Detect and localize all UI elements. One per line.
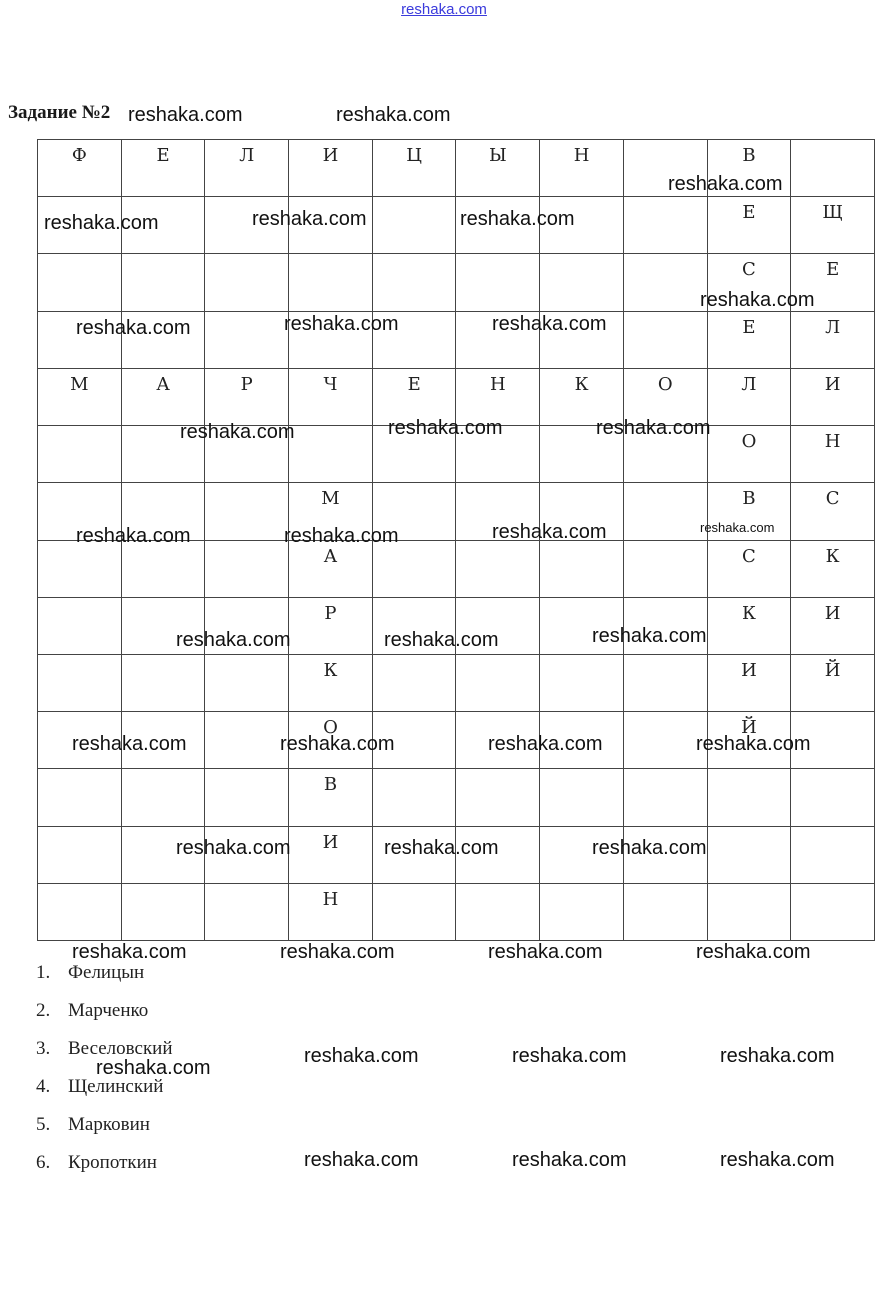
- crossword-cell: М: [38, 369, 122, 426]
- watermark: reshaka.com: [492, 313, 607, 335]
- watermark: reshaka.com: [488, 941, 603, 963]
- site-link[interactable]: reshaka.com: [401, 1, 487, 18]
- watermark: reshaka.com: [304, 1149, 419, 1171]
- watermark: reshaka.com: [280, 941, 395, 963]
- crossword-cell: А: [122, 369, 206, 426]
- crossword-cell: Н: [456, 369, 540, 426]
- watermark: reshaka.com: [720, 1149, 835, 1171]
- watermark: reshaka.com: [596, 417, 711, 439]
- crossword-cell: О: [624, 369, 708, 426]
- crossword-cell: [456, 769, 540, 826]
- crossword-cell: О: [289, 712, 373, 769]
- crossword-cell: Л: [791, 312, 875, 369]
- crossword-cell: [38, 884, 122, 941]
- watermark: reshaka.com: [176, 629, 291, 651]
- crossword-cell: [540, 254, 624, 311]
- answer-number: 4.: [36, 1076, 51, 1097]
- crossword-cell: [122, 884, 206, 941]
- crossword-cell: [205, 483, 289, 540]
- crossword-cell: [122, 655, 206, 712]
- crossword-cell: [205, 541, 289, 598]
- crossword-cell: Н: [289, 884, 373, 941]
- answer-text: Фелицын: [68, 962, 145, 983]
- crossword-cell: [122, 541, 206, 598]
- watermark: reshaka.com: [176, 837, 291, 859]
- watermark: reshaka.com: [384, 629, 499, 651]
- crossword-cell: И: [289, 827, 373, 884]
- answer-number: 5.: [36, 1114, 51, 1135]
- crossword-cell: [373, 769, 457, 826]
- watermark: reshaka.com: [304, 1045, 419, 1067]
- crossword-cell: [540, 655, 624, 712]
- crossword-cell: [624, 197, 708, 254]
- crossword-cell: [373, 884, 457, 941]
- crossword-cell: Н: [540, 140, 624, 197]
- crossword-cell: [205, 655, 289, 712]
- crossword-cell: Ц: [373, 140, 457, 197]
- answer-item: [36, 1152, 173, 1190]
- crossword-cell: [38, 655, 122, 712]
- crossword-cell: Ф: [38, 140, 122, 197]
- crossword-cell: [373, 197, 457, 254]
- watermark: reshaka.com: [76, 525, 191, 547]
- crossword-cell: Е: [708, 197, 792, 254]
- crossword-cell: Р: [205, 369, 289, 426]
- answer-number: 1.: [36, 962, 51, 983]
- crossword-cell: [122, 254, 206, 311]
- crossword-cell: [289, 254, 373, 311]
- crossword-cell: [289, 426, 373, 483]
- crossword-cell: [373, 655, 457, 712]
- crossword-cell: [791, 884, 875, 941]
- watermark: reshaka.com: [668, 173, 783, 195]
- crossword-cell: [624, 655, 708, 712]
- crossword-cell: В: [708, 140, 792, 197]
- watermark: reshaka.com: [488, 733, 603, 755]
- crossword-cell: [205, 712, 289, 769]
- crossword-cell: К: [289, 655, 373, 712]
- crossword-cell: [373, 541, 457, 598]
- crossword-cell: Й: [791, 655, 875, 712]
- crossword-cell: Н: [791, 426, 875, 483]
- crossword-cell: [38, 254, 122, 311]
- watermark: reshaka.com: [252, 208, 367, 230]
- crossword-cell: [205, 884, 289, 941]
- crossword-cell: В: [708, 483, 792, 540]
- crossword-cell: И: [791, 598, 875, 655]
- crossword-cell: [791, 140, 875, 197]
- watermark: reshaka.com: [180, 421, 295, 443]
- crossword-cell: [791, 769, 875, 826]
- crossword-cell: К: [791, 541, 875, 598]
- crossword-cell: [540, 884, 624, 941]
- watermark: reshaka.com: [460, 208, 575, 230]
- answer-number: 2.: [36, 1000, 51, 1021]
- crossword-cell: Е: [791, 254, 875, 311]
- crossword-cell: [205, 769, 289, 826]
- crossword-cell: В: [289, 769, 373, 826]
- answer-text: Щелинский: [68, 1076, 164, 1097]
- crossword-cell: [540, 541, 624, 598]
- crossword-cell: [624, 483, 708, 540]
- answer-text: Кропоткин: [68, 1152, 157, 1173]
- answer-item: [36, 1076, 173, 1114]
- crossword-cell: Й: [708, 712, 792, 769]
- crossword-cell: С: [708, 254, 792, 311]
- watermark: reshaka.com: [700, 520, 775, 535]
- crossword-cell: [38, 827, 122, 884]
- crossword-cell: К: [540, 369, 624, 426]
- crossword-cell: [456, 254, 540, 311]
- watermark: reshaka.com: [696, 941, 811, 963]
- crossword-cell: Е: [373, 369, 457, 426]
- crossword-cell: [708, 769, 792, 826]
- answer-number: 3.: [36, 1038, 51, 1059]
- answer-text: Веселовский: [68, 1038, 173, 1059]
- crossword-cell: [38, 541, 122, 598]
- watermark: reshaka.com: [72, 941, 187, 963]
- crossword-cell: Е: [708, 312, 792, 369]
- watermark: reshaka.com: [76, 317, 191, 339]
- crossword-cell: [456, 655, 540, 712]
- watermark: reshaka.com: [696, 733, 811, 755]
- crossword-cell: [624, 884, 708, 941]
- watermark: reshaka.com: [592, 837, 707, 859]
- answer-item: [36, 1114, 173, 1152]
- watermark: reshaka.com: [44, 212, 159, 234]
- answer-text: Марченко: [68, 1000, 149, 1021]
- watermark: reshaka.com: [384, 837, 499, 859]
- crossword-cell: [456, 884, 540, 941]
- watermark: reshaka.com: [128, 104, 243, 126]
- crossword-cell: А: [289, 541, 373, 598]
- crossword-cell: [373, 254, 457, 311]
- crossword-cell: [624, 541, 708, 598]
- crossword-cell: Ы: [456, 140, 540, 197]
- crossword-cell: Ч: [289, 369, 373, 426]
- crossword-cell: [456, 541, 540, 598]
- crossword-cell: [624, 769, 708, 826]
- crossword-cell: [624, 312, 708, 369]
- watermark: reshaka.com: [700, 289, 815, 311]
- crossword-cell: О: [708, 426, 792, 483]
- crossword-cell: [791, 827, 875, 884]
- crossword-cell: [38, 769, 122, 826]
- watermark: reshaka.com: [512, 1149, 627, 1171]
- crossword-cell: [205, 312, 289, 369]
- watermark: reshaka.com: [492, 521, 607, 543]
- answer-text: Марковин: [68, 1114, 150, 1135]
- crossword-cell: Е: [122, 140, 206, 197]
- watermark: reshaka.com: [336, 104, 451, 126]
- crossword-cell: [122, 769, 206, 826]
- watermark: reshaka.com: [720, 1045, 835, 1067]
- task-title: Задание №2: [8, 102, 111, 123]
- watermark: reshaka.com: [280, 733, 395, 755]
- crossword-cell: [540, 769, 624, 826]
- crossword-cell: Р: [289, 598, 373, 655]
- watermark: reshaka.com: [284, 313, 399, 335]
- crossword-cell: С: [708, 541, 792, 598]
- crossword-cell: [708, 884, 792, 941]
- answer-item: [36, 1000, 173, 1038]
- watermark: reshaka.com: [512, 1045, 627, 1067]
- crossword-cell: [205, 254, 289, 311]
- crossword-cell: Щ: [791, 197, 875, 254]
- answer-item: [36, 962, 173, 1000]
- crossword-cell: [708, 827, 792, 884]
- watermark: reshaka.com: [592, 625, 707, 647]
- crossword-cell: И: [708, 655, 792, 712]
- crossword-cell: И: [791, 369, 875, 426]
- crossword-cell: К: [708, 598, 792, 655]
- watermark: reshaka.com: [96, 1057, 211, 1079]
- watermark: reshaka.com: [388, 417, 503, 439]
- answer-number: 6.: [36, 1152, 51, 1173]
- crossword-cell: И: [289, 140, 373, 197]
- crossword-cell: Л: [205, 140, 289, 197]
- crossword-cell: [38, 426, 122, 483]
- crossword-cell: Л: [708, 369, 792, 426]
- crossword-cell: С: [791, 483, 875, 540]
- watermark: reshaka.com: [72, 733, 187, 755]
- crossword-cell: [38, 598, 122, 655]
- crossword-cell: [624, 254, 708, 311]
- watermark: reshaka.com: [284, 525, 399, 547]
- crossword-cell: М: [289, 483, 373, 540]
